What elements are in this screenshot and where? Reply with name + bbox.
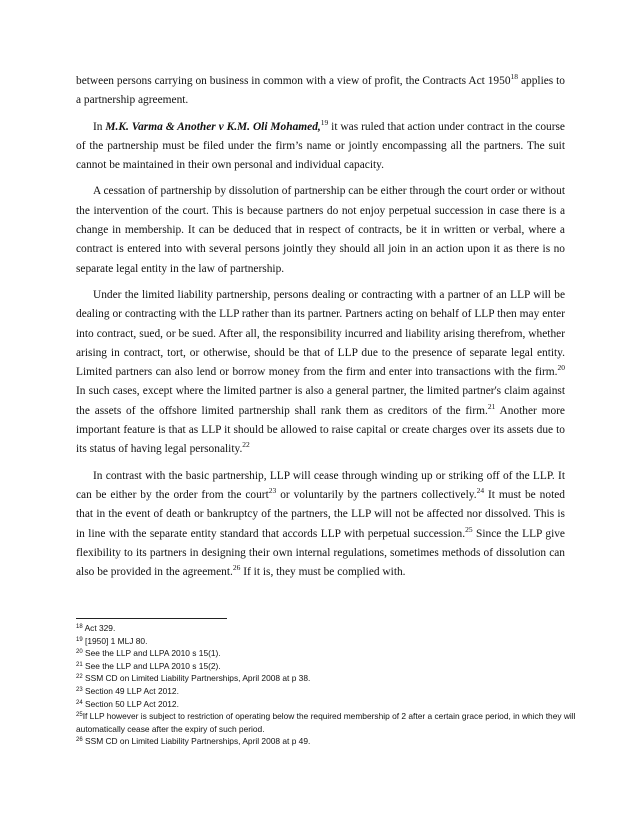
footnote-ref-19[interactable]: 19 [320, 117, 329, 127]
paragraph-3: A cessation of partnership by dissolution of partnership can be either through the court order or without the intervention of the court. This is because partners do not enjoy perpetual succession in case there is a change in membership. It can be deduced that in respect of contracts, be it in written or verbal, where a contract is entered into with several persons jointly they should all join in an action upon it as there is no separate legal entity in the law of partnership. [76, 185, 565, 275]
footnote-ref-18[interactable]: 18 [510, 72, 519, 81]
paragraph-5 [76, 467, 565, 583]
paragraph-4 [76, 286, 565, 460]
footnote-text: SSM CD on Limited Liability Partnerships, April 2008 at p 49. [85, 736, 311, 747]
case-citation: M.K. Varma & Another v K.M. Oli Mohamed, [105, 120, 321, 133]
footnote [76, 622, 576, 635]
footnote [76, 647, 576, 660]
footnote-number: 22 [76, 674, 83, 681]
footnote [76, 672, 576, 685]
footnote-ref-23[interactable]: 23 [268, 485, 277, 495]
footnote-text: Section 49 LLP Act 2012. [85, 685, 179, 696]
footnote-number: 24 [76, 699, 83, 706]
paragraph-1 [76, 72, 565, 111]
paragraph-2-lead: In [93, 120, 106, 133]
paragraph-2 [76, 118, 565, 176]
footnote-number: 18 [76, 624, 83, 630]
paragraph-5-text-c: It must be noted that in the event of death or bankruptcy of the partners, the LLP will not be affected nor dissolved. This is in line with the separate entity standard that accords LLP with perpetual succession. [76, 488, 565, 540]
footnote [76, 735, 576, 748]
footnote-ref-22[interactable]: 22 [242, 440, 250, 450]
footnote-text: Act 329. [84, 623, 116, 633]
footnotes [76, 622, 576, 748]
paragraph-4-text-a: Under the limited liability partnership, persons dealing or contracting with a partner of an LLP will be dealing or contracting with the LLP rather than its partner. Partners acting on behalf of LLP then may enter into contract, sued, or be sued. After all, the responsibility incurred and liability arising therefrom, whether arising in contract, tort, or otherwise, should be that of LLP due to the presence of separate legal entity. Limited partners can also lend or borrow money from the firm and enter into transactions with the firm. [76, 288, 565, 379]
footnote-number: 25 [76, 712, 83, 719]
footnote-separator [76, 618, 227, 619]
footnote-text: SSM CD on Limited Liability Partnerships, April 2008 at p 38. [85, 673, 311, 684]
footnote-ref-24[interactable]: 24 [476, 485, 485, 495]
footnote-ref-20[interactable]: 20 [557, 363, 565, 373]
body-text [76, 72, 565, 589]
footnote-text: See the LLP and LLPA 2010 s 15(1). [85, 648, 221, 659]
footnote-text: [1950] 1 MLJ 80. [85, 635, 148, 646]
footnote [76, 710, 576, 735]
footnote-number: 21 [76, 661, 83, 668]
footnote [76, 635, 576, 648]
paragraph-4-text-b: In such cases, except where the limited partner is also a general partner, the limited partner's claim against the assets of the offshore limited partnership shall rank them as creditors of the firm. [76, 385, 565, 417]
paragraph-5-text-a: In contrast with the basic partnership, LLP will cease through winding up or striking off of the LLP. It can be either by the order from the court [76, 469, 565, 501]
footnote-text: If LLP however is subject to restriction of operating below the required membership of 2 after a certain grace period, in which they will automatically cease after the expiry of such period. [76, 711, 576, 734]
paragraph-2-text: it was ruled that action under contract in the course of the partnership must be filed under the firm’s name or jointly encompassing all the partners. The suit cannot be maintained in their own personal and individual capacity. [76, 120, 565, 172]
paragraph-5-text-e: If it is, they must be complied with. [240, 566, 406, 579]
footnote-ref-21[interactable]: 21 [487, 401, 496, 411]
footnote [76, 698, 576, 711]
paragraph-1-text-end: applies to a partnership agreement. [76, 75, 566, 107]
footnote-ref-26[interactable]: 26 [232, 563, 241, 573]
footnote [76, 685, 576, 698]
paragraph-5-text-b: or voluntarily by the partners collectively. [276, 488, 477, 501]
paragraph-5-text-d: Since the LLP give flexibility to its partners in designing their own internal regulations, sometimes methods of dissolution can also be provided in the agreement. [76, 527, 565, 579]
footnote-number: 23 [76, 686, 83, 693]
footnote-number: 26 [76, 737, 83, 744]
footnote-number: 20 [76, 649, 83, 656]
footnote-number: 19 [76, 636, 83, 643]
paragraph-1-text: between persons carrying on business in common with a view of profit, the Contracts Act 1950 [76, 75, 511, 87]
footnote-text: See the LLP and LLPA 2010 s 15(2). [85, 660, 221, 671]
footnote-text: Section 50 LLP Act 2012. [85, 698, 179, 709]
footnote-ref-25[interactable]: 25 [465, 524, 473, 534]
paragraph-4-text-c: Another more important feature is that as LLP it should be allowed to raise capital or create charges over its assets due to its status of having legal personality. [76, 404, 565, 456]
footnote [76, 660, 576, 673]
